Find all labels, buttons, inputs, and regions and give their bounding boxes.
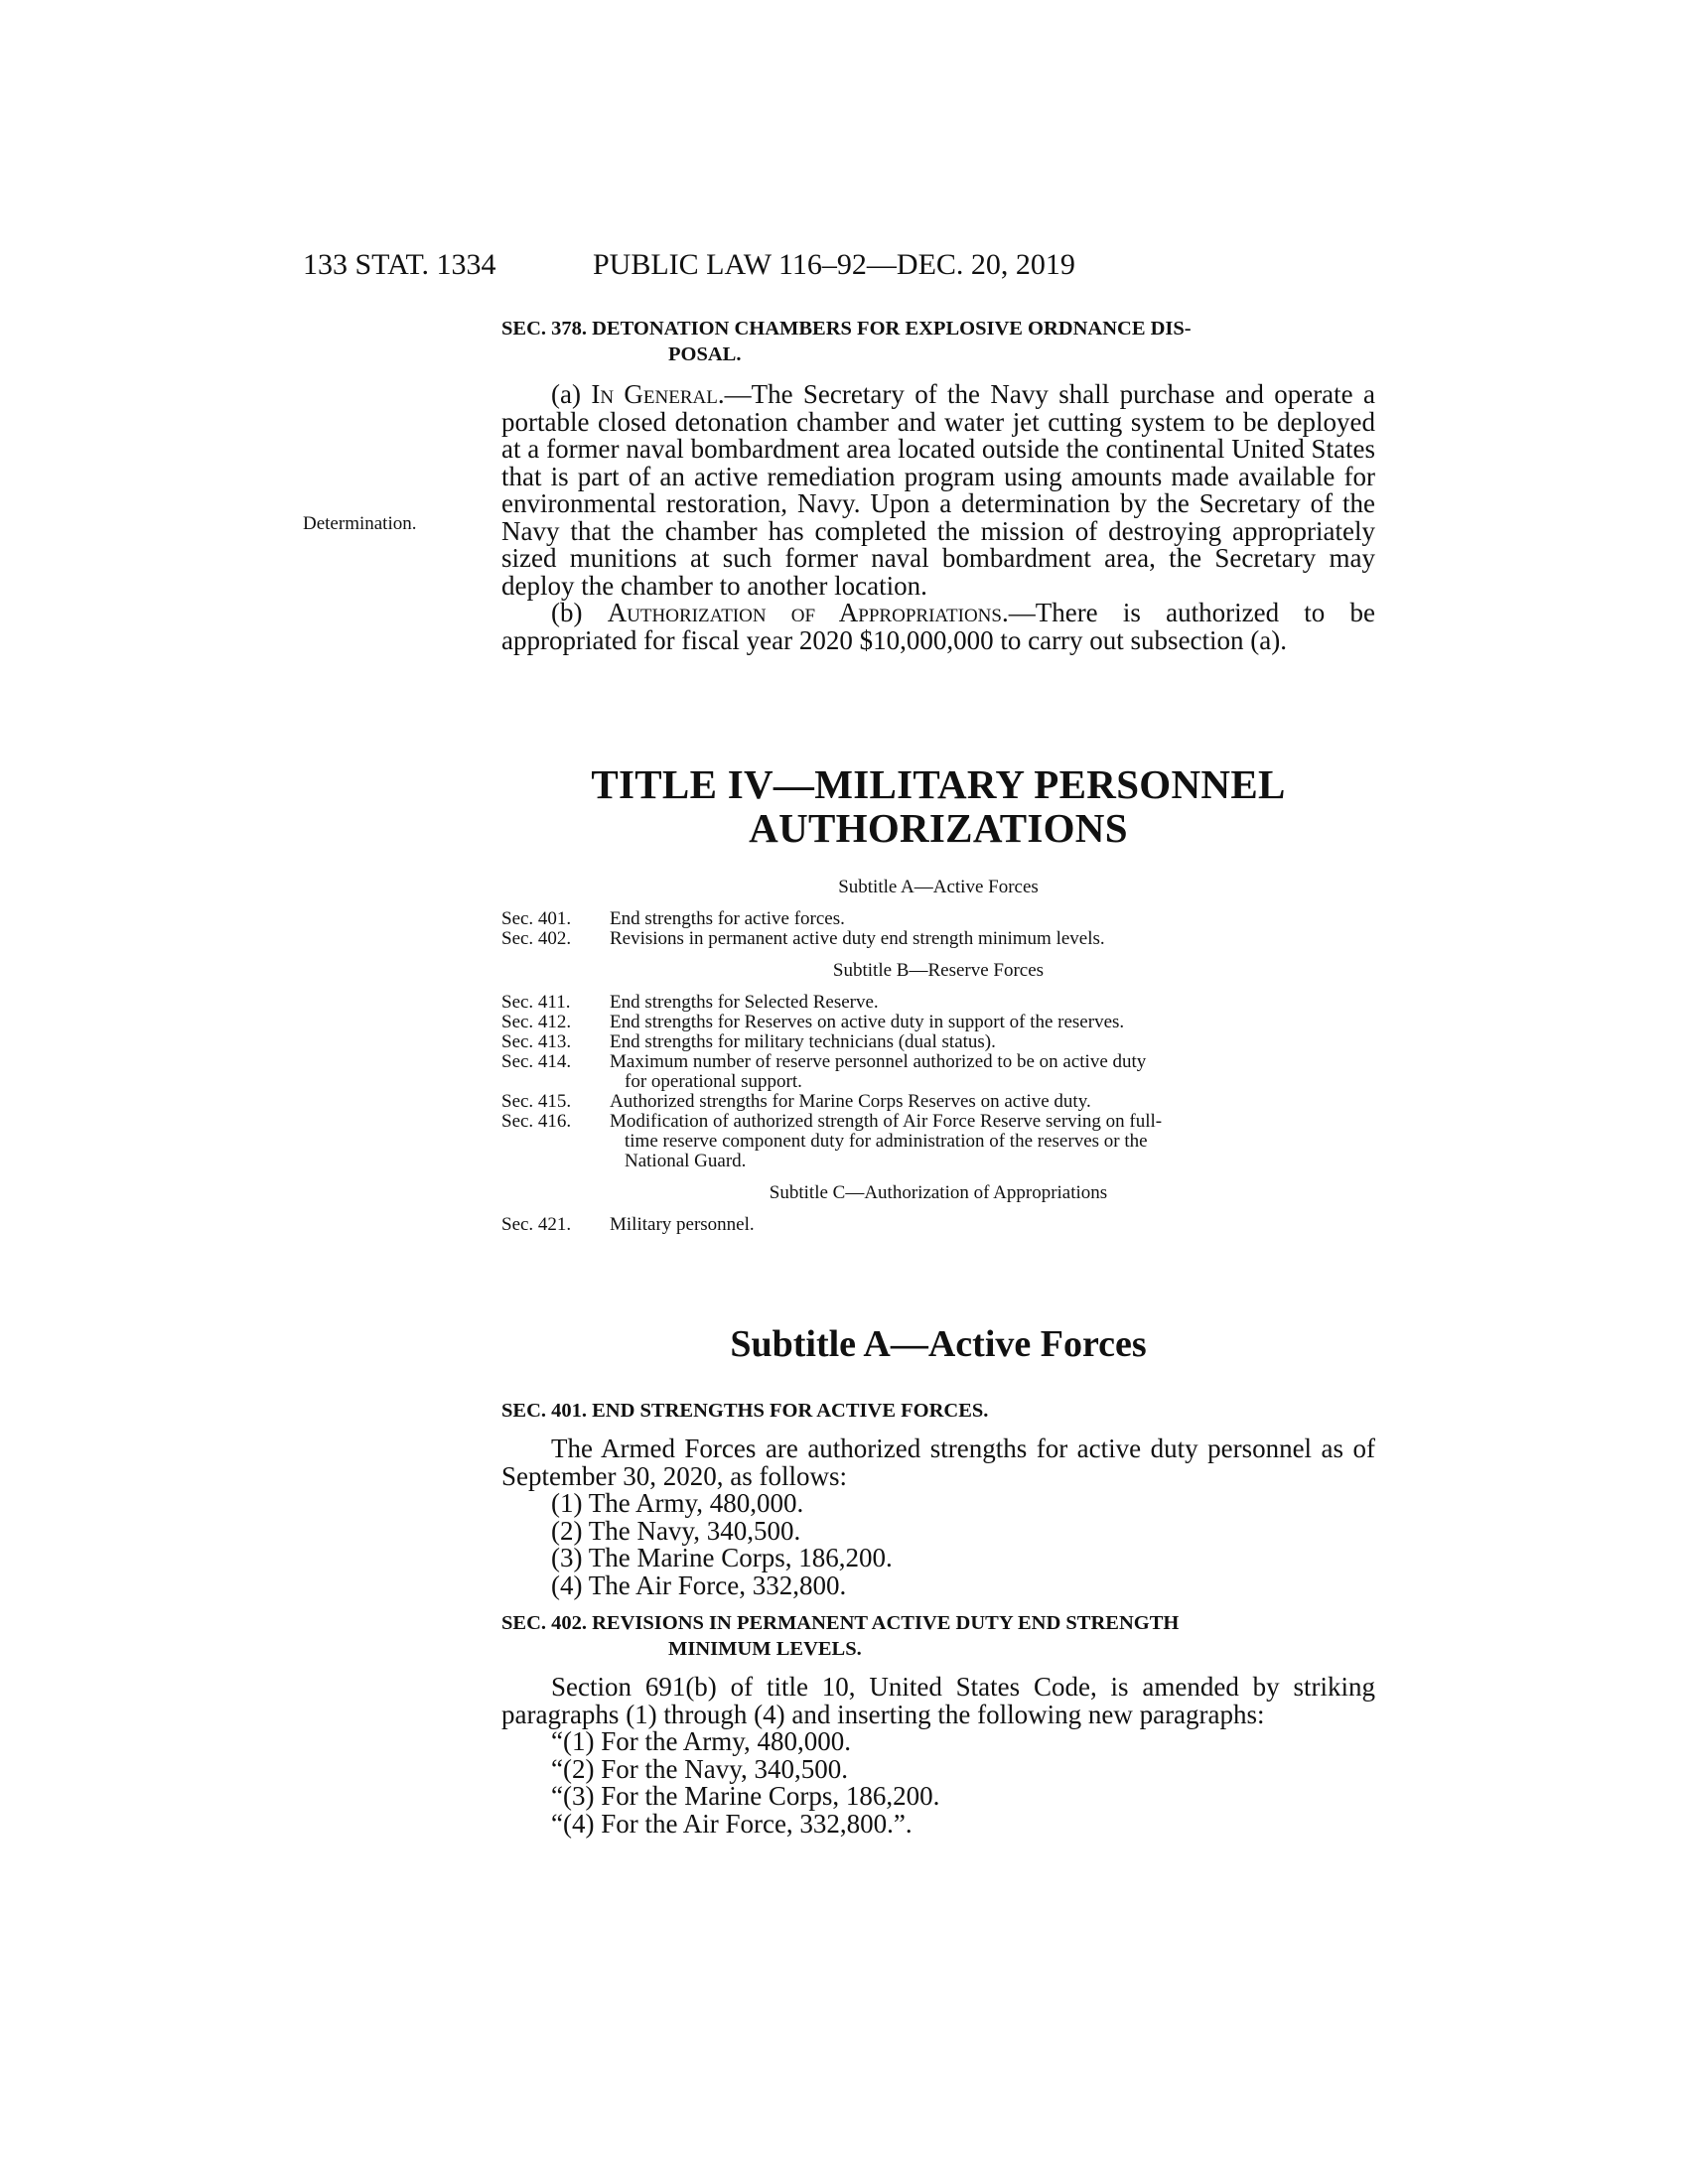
title-iv-heading: TITLE IV—MILITARY PERSONNEL AUTHORIZATIONS	[591, 761, 1286, 851]
toc-entry: Sec. 416. Modification of authorized strength of Air Force Reserve serving on full- time reserve component duty for administration of the reserves or the National Guard.	[501, 1111, 1163, 1171]
sec-401	[501, 1398, 1375, 1599]
table-of-contents	[501, 878, 1375, 1235]
toc-entry: Sec. 411. End strengths for Selected Reserve.	[501, 992, 879, 1013]
toc-subtitle-a: Subtitle A—Active Forces	[838, 877, 1039, 897]
sec-402	[501, 1610, 1375, 1838]
statute-page-number: 133 STAT. 1334	[303, 248, 496, 281]
sec-401-intro: The Armed Forces are authorized strengths for active duty personnel as of September 30, 2020, as follows:	[501, 1433, 1375, 1491]
page-header	[303, 248, 1375, 288]
margin-note: Determination.	[303, 513, 417, 534]
toc-entry: Sec. 412. End strengths for Reserves on active duty in support of the reserves.	[501, 1012, 1125, 1032]
toc-entry: Sec. 402. Revisions in permanent active duty end strength minimum levels.	[501, 928, 1105, 949]
sec-401-item: (3) The Marine Corps, 186,200.	[551, 1543, 893, 1572]
sec-378-heading: SEC. 378. DETONATION CHAMBERS FOR EXPLOSIVE ORDNANCE DIS- POSAL.	[501, 318, 1192, 365]
toc-subtitle-b: Subtitle B—Reserve Forces	[832, 960, 1045, 981]
sec-378-subsection-b: (b) Authorization of Appropriations.—There is authorized to be appropriated for fiscal year 2020 $10,000,000 to carry out subsection (a).	[501, 598, 1375, 655]
toc-entry: Sec. 413. End strengths for military technicians (dual status).	[501, 1031, 996, 1052]
sec-402-item: “(4) For the Air Force, 332,800.”.	[551, 1808, 913, 1839]
toc-subtitle-c: Subtitle C—Authorization of Appropriations	[769, 1182, 1108, 1203]
sec-401-item: (2) The Navy, 340,500.	[551, 1515, 801, 1546]
sec-402-heading: SEC. 402. REVISIONS IN PERMANENT ACTIVE DUTY END STRENGTH MINIMUM LEVELS.	[501, 1612, 1180, 1660]
subtitle-a-heading: Subtitle A—Active Forces	[730, 1323, 1147, 1365]
sec-402-intro: Section 691(b) of title 10, United States Code, is amended by striking paragraphs (1) through (4) and inserting the following new paragraphs:	[501, 1672, 1375, 1729]
sec-401-item: (1) The Army, 480,000.	[551, 1488, 804, 1518]
toc-entry: Sec. 414. Maximum number of reserve personnel authorized to be on active duty for operational support.	[501, 1051, 1147, 1092]
sec-378	[501, 316, 1375, 654]
toc-entry: Sec. 415. Authorized strengths for Marine Corps Reserves on active duty.	[501, 1091, 1091, 1112]
sec-378-subsection-a: (a) In General.—The Secretary of the Navy shall purchase and operate a portable closed detonation chamber and water jet cutting system to be deployed at a former naval bombardment area located outside the continental United States that is part of an active remediation program using amounts made available for environmental restoration, Navy. Upon a determination by the Secretary of the Navy that the chamber has completed the mission of destroying appropriately sized munitions at such former naval bombardment area, the Secretary may deploy the chamber to another location.	[501, 379, 1375, 601]
sec-401-item: (4) The Air Force, 332,800.	[551, 1570, 847, 1600]
sec-402-item: “(2) For the Navy, 340,500.	[551, 1753, 848, 1784]
sec-402-item: “(3) For the Marine Corps, 186,200.	[551, 1781, 940, 1811]
public-law-date: PUBLIC LAW 116–92—DEC. 20, 2019	[593, 248, 1075, 281]
toc-entry: Sec. 421. Military personnel.	[501, 1214, 755, 1235]
toc-entry: Sec. 401. End strengths for active forces.	[501, 908, 845, 929]
sec-402-item: “(1) For the Army, 480,000.	[551, 1726, 851, 1756]
sec-401-heading: SEC. 401. END STRENGTHS FOR ACTIVE FORCES.	[501, 1400, 989, 1422]
